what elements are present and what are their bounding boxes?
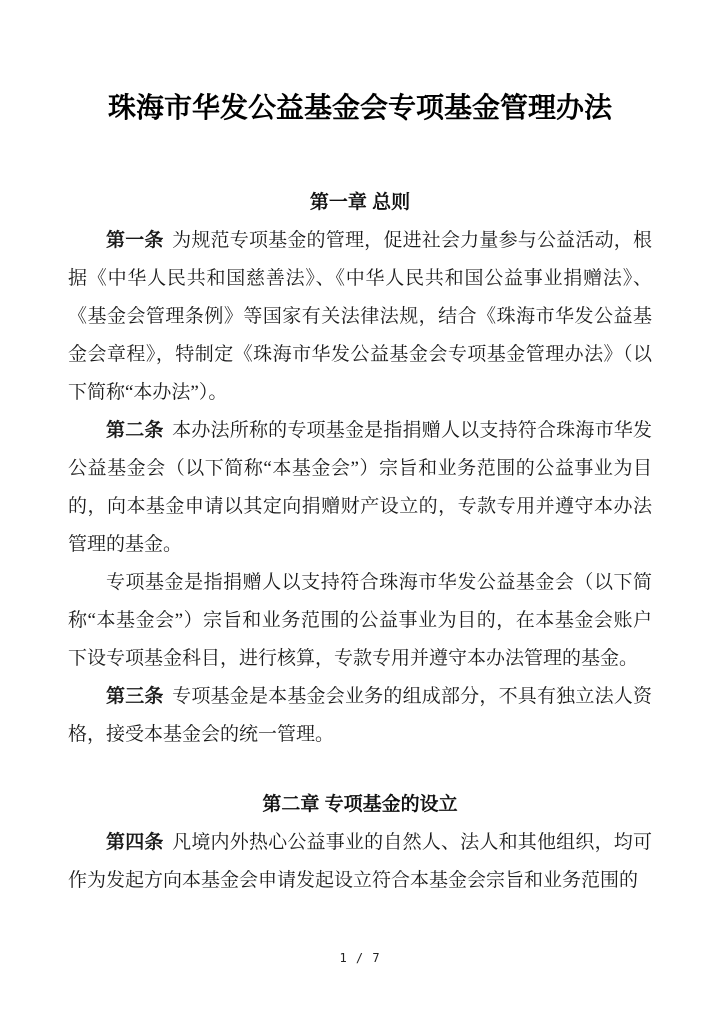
page-number: 1 / 7 — [339, 951, 381, 965]
article-1-paragraph — [68, 222, 652, 412]
article-1-text: 为规范专项基金的管理，促进社会力量参与公益活动，根据《中华人民共和国慈善法》、《中华人民共和国公益事业捐赠法》、《基金会管理条例》等国家有关法律法规，结合《珠海市华发公益基金会章程》，特制定《珠海市华发公益基金会专项基金管理办法》（以下简称“本办法”）。 — [68, 230, 652, 403]
article-2-label: 第二条 — [106, 420, 164, 441]
document-title: 珠海市华发公益基金会专项基金管理办法 — [107, 93, 612, 124]
article-2-continuation-text: 专项基金是指捐赠人以支持符合珠海市华发公益基金会（以下简称“本基金会”）宗旨和业务范围的公益事业为目的，在本基金会账户下设专项基金科目，进行核算，专款专用并遵守本办法管理的基金。 — [68, 572, 652, 669]
article-2-paragraph — [68, 412, 652, 564]
article-3-text: 专项基金是本基金会业务的组成部分，不具有独立法人资格，接受本基金会的统一管理。 — [68, 686, 652, 745]
article-2-text: 本办法所称的专项基金是指捐赠人以支持符合珠海市华发公益基金会（以下简称“本基金会”）宗旨和业务范围的公益事业为目的，向本基金申请以其定向捐赠财产设立的，专款专用并遵守本办法管理的基金。 — [68, 420, 652, 555]
article-4-label: 第四条 — [106, 832, 164, 853]
chapter-1-heading: 第一章 总则 — [309, 192, 411, 213]
chapter-2-section — [68, 786, 652, 900]
article-3-label: 第三条 — [106, 686, 164, 707]
article-1-label: 第一条 — [106, 230, 164, 251]
article-3-paragraph — [68, 678, 652, 754]
article-2-continuation-paragraph — [68, 564, 652, 678]
chapter-1-section — [68, 184, 652, 754]
article-4-paragraph — [68, 824, 652, 900]
article-4-text: 凡境内外热心公益事业的自然人、法人和其他组织，均可作为发起方向本基金会申请发起设立符合本基金会宗旨和业务范围的 — [68, 832, 652, 891]
chapter-2-heading: 第二章 专项基金的设立 — [262, 794, 458, 815]
